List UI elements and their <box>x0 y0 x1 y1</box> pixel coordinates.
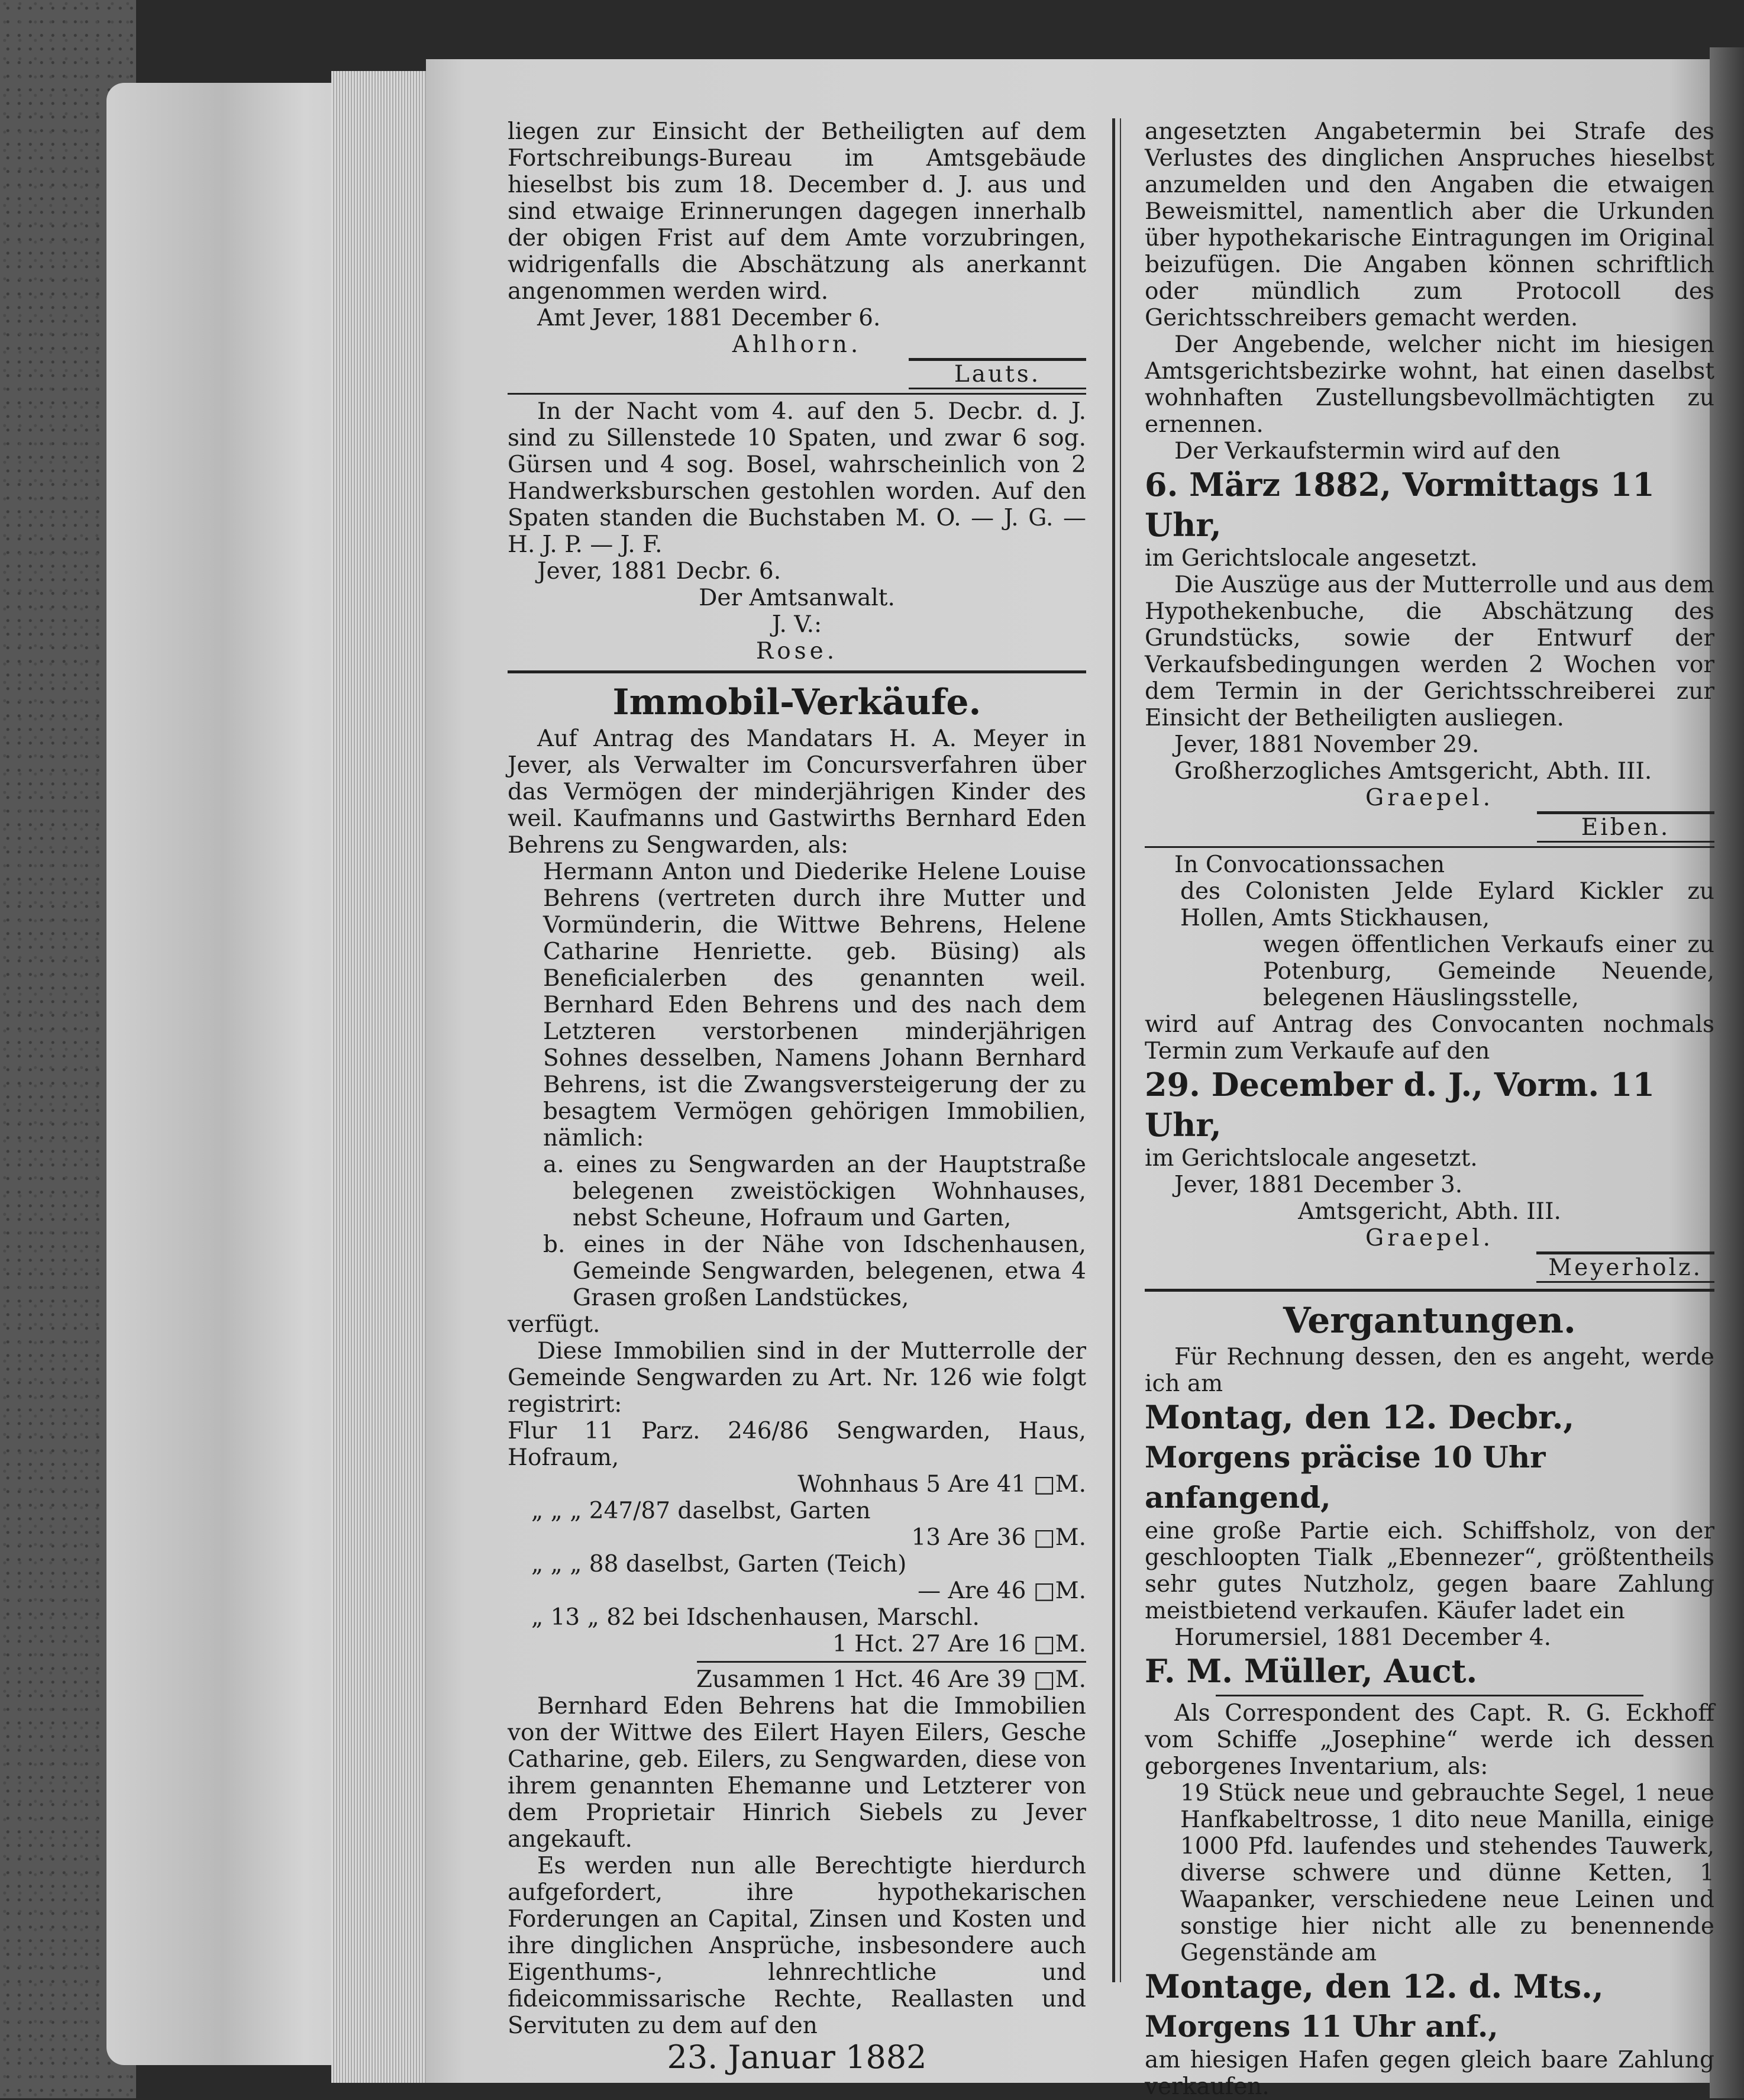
inventory-sale-time: Morgens 11 Uhr anf., <box>1145 2009 1498 2044</box>
auction-intro-2: Für Rechnung dessen, den es angeht, werde ich am <box>1145 1344 1714 1397</box>
auction-intro: Auf Antrag des Mandatars H. A. Meyer in Jever, als Verwalter im Concursverfahren über das Vermögen der minderjährigen Kinder des weil. Kaufmanns und Gastwirths Bernhard Eden Behrens zu Sengwarden, als: <box>508 725 1086 859</box>
book-right-edge <box>1710 47 1744 2098</box>
convocation-subject: wegen öffentlichen Verkaufs einer zu Potenburg, Gemeinde Neuende, belegenen Häuslingsstelle, <box>1263 931 1714 1011</box>
creditor-call: Es werden nun alle Berechtigte hierdurch aufgefordert, ihre hypothekarischen Forderungen an Capital, Zinsen und Kosten und ihre dinglichen Ansprüche, insbesondere auch Eigenthums-, lehnrechtliche und fideicommissarische Rechte, Reallasten und Servituten zu dem auf den <box>508 1853 1086 2039</box>
table-row: 1 Hct. 27 Are 16 □M. <box>832 1631 1086 1657</box>
agent-requirement: Der Angebende, welcher nicht im hiesigen Amtsgerichtsbezirke wohnt, hat einen daselbst wohnhaften Zustellungsbevollmächtigten zu ernennen. <box>1145 331 1714 438</box>
correspondent-text: Als Correspondent des Capt. R. G. Eckhoff vom Schiffe „Josephine“ werde ich dessen geborgenes Inventarium, als: <box>1145 1700 1714 1780</box>
auction-time: Morgens präcise 10 Uhr anfangend, <box>1145 1440 1546 1515</box>
auction-place-date: Horumersiel, 1881 December 4. <box>1174 1624 1551 1651</box>
verfuegt-text: verfügt. <box>508 1311 600 1338</box>
clerk-signature: Eiben. <box>1537 811 1714 843</box>
divider <box>1216 1695 1643 1696</box>
convocation-term: wird auf Antrag des Convocanten nochmals Termin zum Verkaufe auf den <box>1145 1011 1714 1064</box>
parcel-total: Zusammen 1 Hct. 46 Are 39 □M. <box>696 1666 1086 1693</box>
right-column <box>1145 118 1714 2100</box>
auctioneer-signature: F. M. Müller, Auct. <box>1145 1652 1478 1690</box>
convocation-intro: In Convocationssachen <box>1174 851 1445 878</box>
convocation-party: des Colonisten Jelde Eylard Kickler zu Hollen, Amts Stickhausen, <box>1180 878 1714 931</box>
judge-signature-2: Graepel. <box>1365 1225 1494 1251</box>
table-row: „ 13 „ 82 bei Idschenhausen, Marschl. <box>531 1604 980 1631</box>
documents-notice: Die Auszüge aus der Mutterrolle und aus dem Hypothekenbuche, die Abschätzung des Grundstücks, sowie der Entwurf der Verkaufsbedingungen werden 2 Wochen vor dem Termin in der Gerichtsschreiberei zur Einsicht der Betheiligten ausliegen. <box>1145 572 1714 731</box>
clerk-signature: Lauts. <box>909 358 1086 389</box>
divider <box>1145 846 1714 848</box>
parcel-table <box>508 1418 1086 1657</box>
court-name: Großherzogliches Amtsgericht, Abth. III. <box>1174 758 1652 785</box>
judge-signature: Graepel. <box>1365 785 1494 811</box>
convocation-date: 29. December d. J., Vorm. 11 Uhr, <box>1145 1066 1655 1144</box>
notice-place-date: Amt Jever, 1881 December 6. <box>537 305 881 331</box>
table-row: „ „ „ 88 daselbst, Garten (Teich) <box>531 1551 907 1578</box>
court-name-2: Amtsgericht, Abth. III. <box>1298 1198 1561 1225</box>
table-row: Wohnhaus 5 Are 41 □M. <box>797 1471 1086 1498</box>
column-divider-thin <box>1120 118 1121 1982</box>
divider <box>508 393 1086 395</box>
table-row: — Are 46 □M. <box>918 1578 1086 1604</box>
purchase-history: Bernhard Eden Behrens hat die Immobilien von der Wittwe des Eilert Hayen Eilers, Gesche Catharine, geb. Eilers, zu Sengwarden, diese von ihrem genannten Ehemanne und Letzterer von dem Proprietair Hinrich Siebels zu Jever angekauft. <box>508 1693 1086 1853</box>
convocation-location: im Gerichtslocale angesetzt. <box>1145 1145 1478 1172</box>
column-divider <box>1112 118 1115 1982</box>
sale-location: im Gerichtslocale angesetzt. <box>1145 545 1478 572</box>
claim-date: 23. Januar 1882 <box>667 2038 927 2076</box>
section-divider <box>1145 1289 1714 1292</box>
inventory-list: 19 Stück neue und gebrauchte Segel, 1 neue Hanfkabeltrosse, 1 dito neue Manilla, einige 1000 Pfd. laufendes und stehendes Tauwerk, diverse schwere und dünne Ketten, 1 Waapanker, verschiedene neue Leinen und sonstige hier nicht alle zu benennende Gegenstände am <box>1180 1780 1714 1966</box>
section-heading: Immobil-Verkäufe. <box>612 682 981 723</box>
register-text: Diese Immobilien sind in der Mutterrolle der Gemeinde Sengwarden zu Art. Nr. 126 wie folgt registrirt: <box>508 1338 1086 1418</box>
notice-signature: Ahlhorn. <box>732 331 862 358</box>
inventory-sale-date: Montage, den 12. d. Mts., <box>1145 1967 1604 2005</box>
table-row: 13 Are 36 □M. <box>911 1524 1086 1551</box>
section-heading-vergantungen: Vergantungen. <box>1283 1300 1576 1341</box>
office-signature: Rose. <box>755 638 838 664</box>
theft-notice: In der Nacht vom 4. auf den 5. Decbr. d. J. sind zu Sillenstede 10 Spaten, und zwar 6 sog. Gürsen und 4 sog. Bosel, wahrscheinlich von 2 Handwerksburschen gestohlen worden. Auf den Spaten standen die Buchstaben M. O. — J. G. — H. J. P. — J. F. <box>508 398 1086 558</box>
auction-date: Montag, den 12. Decbr., <box>1145 1398 1575 1436</box>
property-item-a: a. eines zu Sengwarden an der Hauptstraße belegenen zweistöckigen Wohnhauses, nebst Scheune, Hofraum und Garten, <box>543 1151 1086 1231</box>
left-column <box>508 118 1086 2076</box>
total-divider <box>697 1661 1086 1663</box>
notice-text: liegen zur Einsicht der Betheiligten auf dem Fortschreibungs-Bureau im Amtsgebäude hieselbst bis zum 18. December d. J. aus und sind etwaige Erinnerungen dagegen innerhalb der obigen Frist auf dem Amte vorzubringen, widrigenfalls die Abschätzung als anerkannt angenommen werden wird. <box>508 118 1086 305</box>
office-iv: J. V.: <box>771 611 822 638</box>
sale-date: 6. März 1882, Vormittags 11 Uhr, <box>1145 466 1655 544</box>
section-divider <box>508 670 1086 673</box>
table-row: „ „ „ 247/87 daselbst, Garten <box>531 1498 871 1524</box>
theft-place-date: Jever, 1881 Decbr. 6. <box>537 558 781 585</box>
sale-term-intro: Der Verkaufstermin wird auf den <box>1174 438 1561 464</box>
property-item-b: b. eines in der Nähe von Idschenhausen, Gemeinde Sengwarden, belegenen, etwa 4 Grasen großen Landstückes, <box>543 1231 1086 1311</box>
clerk-signature-2: Meyerholz. <box>1536 1251 1714 1283</box>
court-place-date-2: Jever, 1881 December 3. <box>1174 1172 1463 1198</box>
court-place-date: Jever, 1881 November 29. <box>1174 731 1480 758</box>
claim-instructions: angesetzten Angabetermin bei Strafe des Verlustes des dinglichen Anspruches hieselbst anzumelden und den Angaben die etwaigen Beweismittel, namentlich aber die Urkunden über hypothekarische Eintragungen im Original beizufügen. Die Angaben können schriftlich oder mündlich zum Protocoll des Gerichtsschreibers gemacht werden. <box>1145 118 1714 331</box>
office-title: Der Amtsanwalt. <box>699 585 895 611</box>
table-row: Flur 11 Parz. 246/86 Sengwarden, Haus, Hofraum, <box>508 1418 1086 1471</box>
heirs-text: Hermann Anton und Diederike Helene Louise Behrens (vertreten durch ihre Mutter und Vormünderin, die Wittwe Behrens, Helene Catharine Henriette. geb. Büsing) als Beneficialerben des genannten weil. Bernhard Eden Behrens und des nach dem Letzteren verstorbenen minderjährigen Sohnes desselben, Namens Johann Bernhard Behrens, ist die Zwangsversteigerung der zu besagtem Vermögen gehörigen Immobilien, nämlich: <box>543 859 1086 1151</box>
auction-goods: eine große Partie eich. Schiffsholz, von der geschloopten Tialk „Ebennezer“, größtentheils sehr gutes Nutzholz, gegen baare Zahlung meistbietend verkaufen. Käufer ladet ein <box>1145 1518 1714 1624</box>
inventory-sale-terms: am hiesigen Hafen gegen gleich baare Zahlung verkaufen. <box>1145 2047 1714 2100</box>
